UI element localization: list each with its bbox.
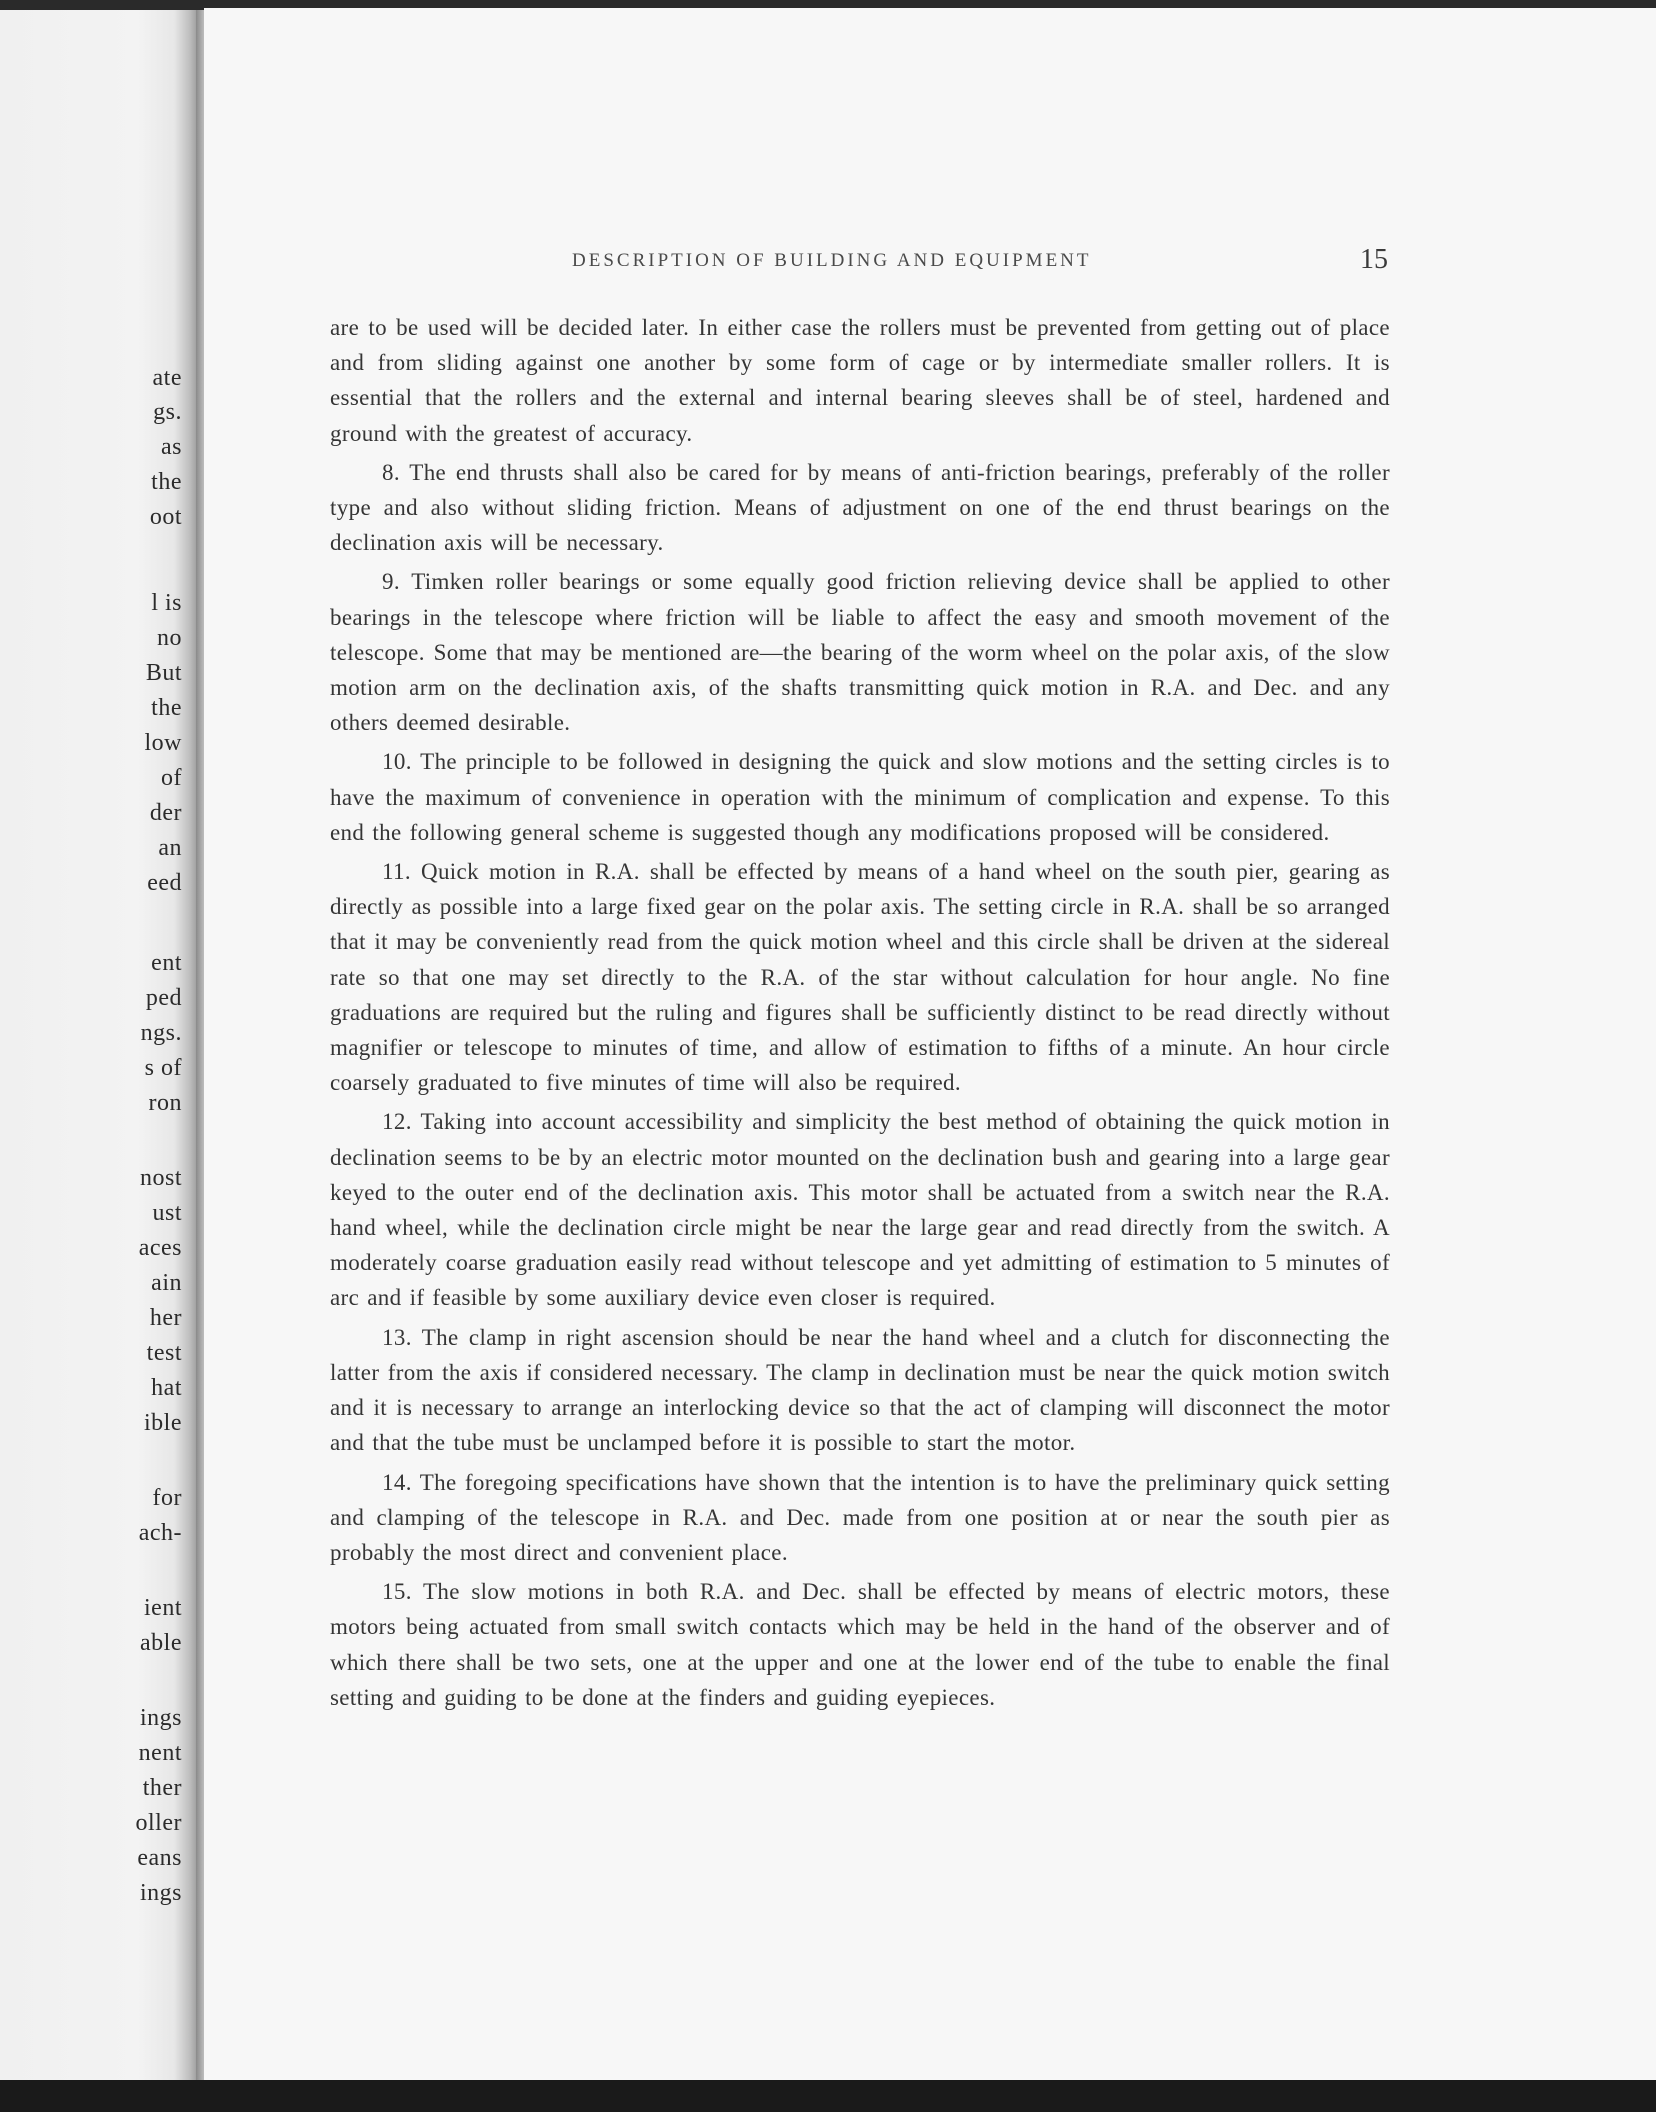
fragment-line: ust [152, 1200, 182, 1226]
fragment-line: But [145, 660, 182, 686]
fragment-line: ent [151, 950, 182, 976]
fragment-line: ible [144, 1410, 182, 1436]
paragraph-10: 10. The principle to be followed in designing the quick and slow motions and the setting circles is to have the maximum of convenience in operation with the minimum of complication and expense. To this end the following general scheme is suggested though any modifications proposed will be considered. [330, 749, 1390, 845]
fragment-line: hat [151, 1375, 182, 1401]
fragment-line: eed [147, 870, 182, 896]
fragment-line: the [151, 695, 182, 721]
fragment-line: nent [138, 1740, 182, 1766]
fragment-line: ient [144, 1595, 182, 1621]
fragment-line: aces [138, 1235, 182, 1261]
fragment-line: eans [137, 1845, 182, 1871]
running-head [372, 246, 1388, 282]
paragraph-13: 13. The clamp in right ascension should be near the hand wheel and a clutch for disconnecting the latter from the axis if considered necessary. The clamp in declination must be near the quick motion switch and it is necessary to arrange an interlocking device so that the act of clamping will disconnect the motor and that the tube must be unclamped before it is possible to start the motor. [330, 1324, 1390, 1456]
facing-page-edge [0, 10, 198, 2082]
fragment-line: her [149, 1305, 182, 1331]
fragment-line: ach- [138, 1520, 182, 1546]
fragment-line: ped [145, 985, 182, 1011]
paragraph-11: 11. Quick motion in R.A. shall be effected by means of a hand wheel on the south pier, gearing as directly as possible into a large fixed gear on the polar axis. The setting circle in R.A. shall be so arranged that it may be conveniently read from the quick motion wheel and this circle shall be driven at the sidereal rate so that one may set directly to the R.A. of the star without calculation for hour angle. No fine graduations are required but the ruling and figures shall be sufficiently distinct to be read directly without magnifier or telescope to minutes of time, and allow of estimation to fifths of a minute. An hour circle coarsely graduated to five minutes of time will also be required. [330, 859, 1390, 1096]
fragment-line: oller [135, 1810, 182, 1836]
body-text [330, 310, 1390, 1719]
fragment-line: no [157, 625, 182, 651]
paragraph-12: 12. Taking into account accessibility and simplicity the best method of obtaining the quick motion in declination seems to be by an electric motor mounted on the declination bush and gearing into a large gear keyed to the outer end of the declination axis. This motor shall be actuated from a switch near the R.A. hand wheel, while the declination circle might be near the large gear and read directly from the switch. A moderately coarse graduation easily read without telescope and yet admitting of estimation to 5 minutes of arc and if feasible by some auxiliary device even closer is required. [330, 1109, 1390, 1311]
paragraph-9: 9. Timken roller bearings or some equally good friction relieving device shall be applied to other bearings in the telescope where friction will be liable to affect the easy and smooth movement of the telescope. Some that may be mentioned are—the bearing of the worm wheel on the polar axis, of the slow motion arm on the declination axis, of the shafts transmitting quick motion in R.A. and Dec. and any others deemed desirable. [330, 569, 1390, 736]
page-number: 15 [1360, 244, 1388, 275]
fragment-line: for [152, 1485, 182, 1511]
fragment-line: the [151, 469, 182, 495]
fragment-line: ain [151, 1270, 182, 1296]
fragment-line: oot [149, 504, 182, 530]
scan-bottom-border [0, 2080, 1656, 2112]
fragment-line: s of [144, 1055, 182, 1081]
fragment-line: ther [142, 1775, 182, 1801]
fragment-line: ate [152, 365, 182, 391]
fragment-line: ngs. [140, 1020, 182, 1046]
fragment-line: ings [139, 1880, 182, 1906]
fragment-line: l is [151, 590, 182, 616]
fragment-line: gs. [153, 399, 182, 425]
paragraph-continuation: are to be used will be decided later. In either case the rollers must be prevented from getting out of place and from sliding against one another by some form of cage or by intermediate smaller rollers. It is essential that the rollers and the external and internal bearing sleeves shall be of steel, hardened and ground with the greatest of accuracy. [330, 315, 1390, 446]
paragraph-8: 8. The end thrusts shall also be cared for by means of anti-friction bearings, preferably of the roller type and also without sliding friction. Means of adjustment on one of the end thrust bearings on the declination axis will be necessary. [330, 459, 1390, 556]
fragment-line: able [140, 1630, 182, 1656]
fragment-line: as [161, 434, 182, 460]
running-head-title: DESCRIPTION OF BUILDING AND EQUIPMENT [572, 250, 1092, 271]
paragraph-15: 15. The slow motions in both R.A. and Dec. shall be effected by means of electric motors, these motors being actuated from small switch contacts which may be held in the hand of the observer and of which there shall be two sets, one at the upper and one at the lower end of the tube to enable the final setting and guiding to be done at the finders and guiding eyepieces. [330, 1579, 1390, 1710]
fragment-line: low [144, 730, 182, 756]
fragment-line: der [149, 800, 182, 826]
fragment-line: ings [139, 1705, 182, 1731]
fragment-line: test [146, 1340, 182, 1366]
fragment-line: of [161, 765, 182, 791]
fragment-line: ron [148, 1090, 182, 1116]
paragraph-14: 14. The foregoing specifications have shown that the intention is to have the preliminary quick setting and clamping of the telescope in R.A. and Dec. made from one position at or near the south pier as probably the most direct and convenient place. [330, 1469, 1390, 1565]
fragment-line: an [158, 835, 182, 861]
fragment-line: nost [139, 1165, 182, 1191]
